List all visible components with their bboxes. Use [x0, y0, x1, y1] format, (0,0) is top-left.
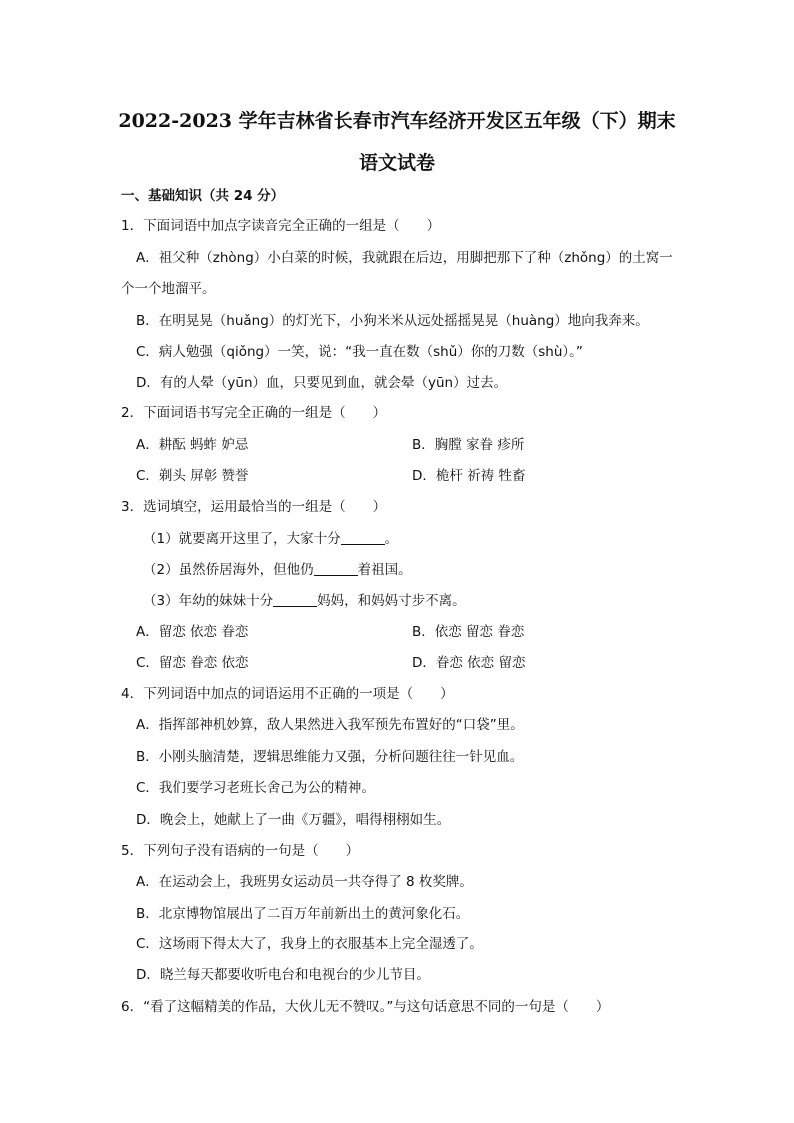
question-2-option-a: A．耕酝 蚂蚱 妒忌 [136, 437, 249, 453]
sentence-1-end: 。 [384, 531, 399, 547]
fill-blank [341, 530, 385, 545]
sentence-2-end: 着祖国。 [357, 562, 412, 578]
question-4-option-c: C．我们要学习老班长舍己为公的精神。 [136, 780, 375, 796]
question-2-option-b: B．胸膛 家眷 疹所 [412, 437, 525, 453]
question-4-option-b: B．小刚头脑清楚，逻辑思维能力又强，分析问题往往一针见血。 [136, 749, 524, 765]
sentence-3-text: （3）年幼的妹妹十分 [143, 593, 274, 609]
question-3-option-a: A．留恋 依恋 眷恋 [136, 624, 249, 640]
question-2-option-c: C．剃头 屏彰 赞誉 [136, 468, 249, 484]
question-3-option-c: C．留恋 眷恋 依恋 [136, 655, 249, 671]
question-1-option-b: B．在明晃晃（huǎng）的灯光下，小狗米米从远处摇摇晃晃（huàng）地向我奔来。 [136, 313, 649, 329]
question-4-option-a: A．指挥部神机妙算，敌人果然进入我军预先布置好的“口袋”里。 [136, 717, 524, 733]
question-5-option-a: A．在运动会上，我班男女运动员一共夺得了 8 枚奖牌。 [136, 874, 473, 890]
question-1-option-a-cont: 个一个地溜平。 [121, 281, 216, 297]
question-1-option-c: C．病人勉强（qiǒng）一笑，说：“我一直在数（shǔ）你的刀数（shù）。” [136, 344, 583, 360]
question-1-option-a: A．祖父种（zhòng）小白菜的时候，我就跟在后边，用脚把那下了种（zhǒng）的土窝一 [136, 250, 673, 266]
fill-blank [314, 561, 358, 576]
exam-title-line1: 2022-2023 学年吉林省长春市汽车经济开发区五年级（下）期末 [118, 110, 676, 132]
question-4-option-d: D．晚会上，她献上了一曲《万疆》，唱得栩栩如生。 [136, 812, 451, 828]
question-1-option-d: D．有的人晕（yūn）血，只要见到血，就会晕（yūn）过去。 [136, 375, 508, 391]
question-3-sentence-3 [143, 591, 466, 611]
question-3-option-d: D．眷恋 依恋 留恋 [412, 655, 526, 671]
exam-title-line2: 语文试卷 [358, 152, 435, 174]
question-5-option-d: D．晓兰每天都要收听电台和电视台的少儿节目。 [136, 967, 430, 983]
question-6-stem: 6．“看了这幅精美的作品，大伙儿无不赞叹。”与这句话意思不同的一句是（ ） [121, 999, 610, 1015]
question-3-stem: 3．选词填空，运用最恰当的一组是（ ） [121, 499, 387, 515]
question-3-sentence-2 [143, 560, 412, 580]
question-5-option-c: C．这场雨下得太大了，我身上的衣服基本上完全湿透了。 [136, 936, 483, 952]
question-3-option-b: B．依恋 留恋 眷恋 [412, 624, 525, 640]
question-5-option-b: B．北京博物馆展出了二百万年前新出土的黄河象化石。 [136, 906, 470, 922]
fill-blank [273, 592, 317, 607]
sentence-1-text: （1）就要离开这里了，大家十分 [143, 531, 341, 547]
question-3-sentence-1 [143, 529, 398, 549]
question-5-stem: 5．下列句子没有语病的一句是（ ） [121, 843, 360, 859]
question-2-stem: 2．下面词语书写完全正确的一组是（ ） [121, 405, 387, 421]
question-4-stem: 4．下列词语中加点的词语运用不正确的一项是（ ） [121, 686, 454, 702]
section-heading: 一、基础知识（共 24 分） [121, 188, 285, 204]
sentence-3-end: 妈妈，和妈妈寸步不离。 [317, 593, 466, 609]
question-2-option-d: D．桅杆 祈祷 牲畜 [412, 468, 526, 484]
sentence-2-text: （2）虽然侨居海外，但他仍 [143, 562, 314, 578]
question-1-stem: 1．下面词语中加点字读音完全正确的一组是（ ） [121, 218, 441, 234]
